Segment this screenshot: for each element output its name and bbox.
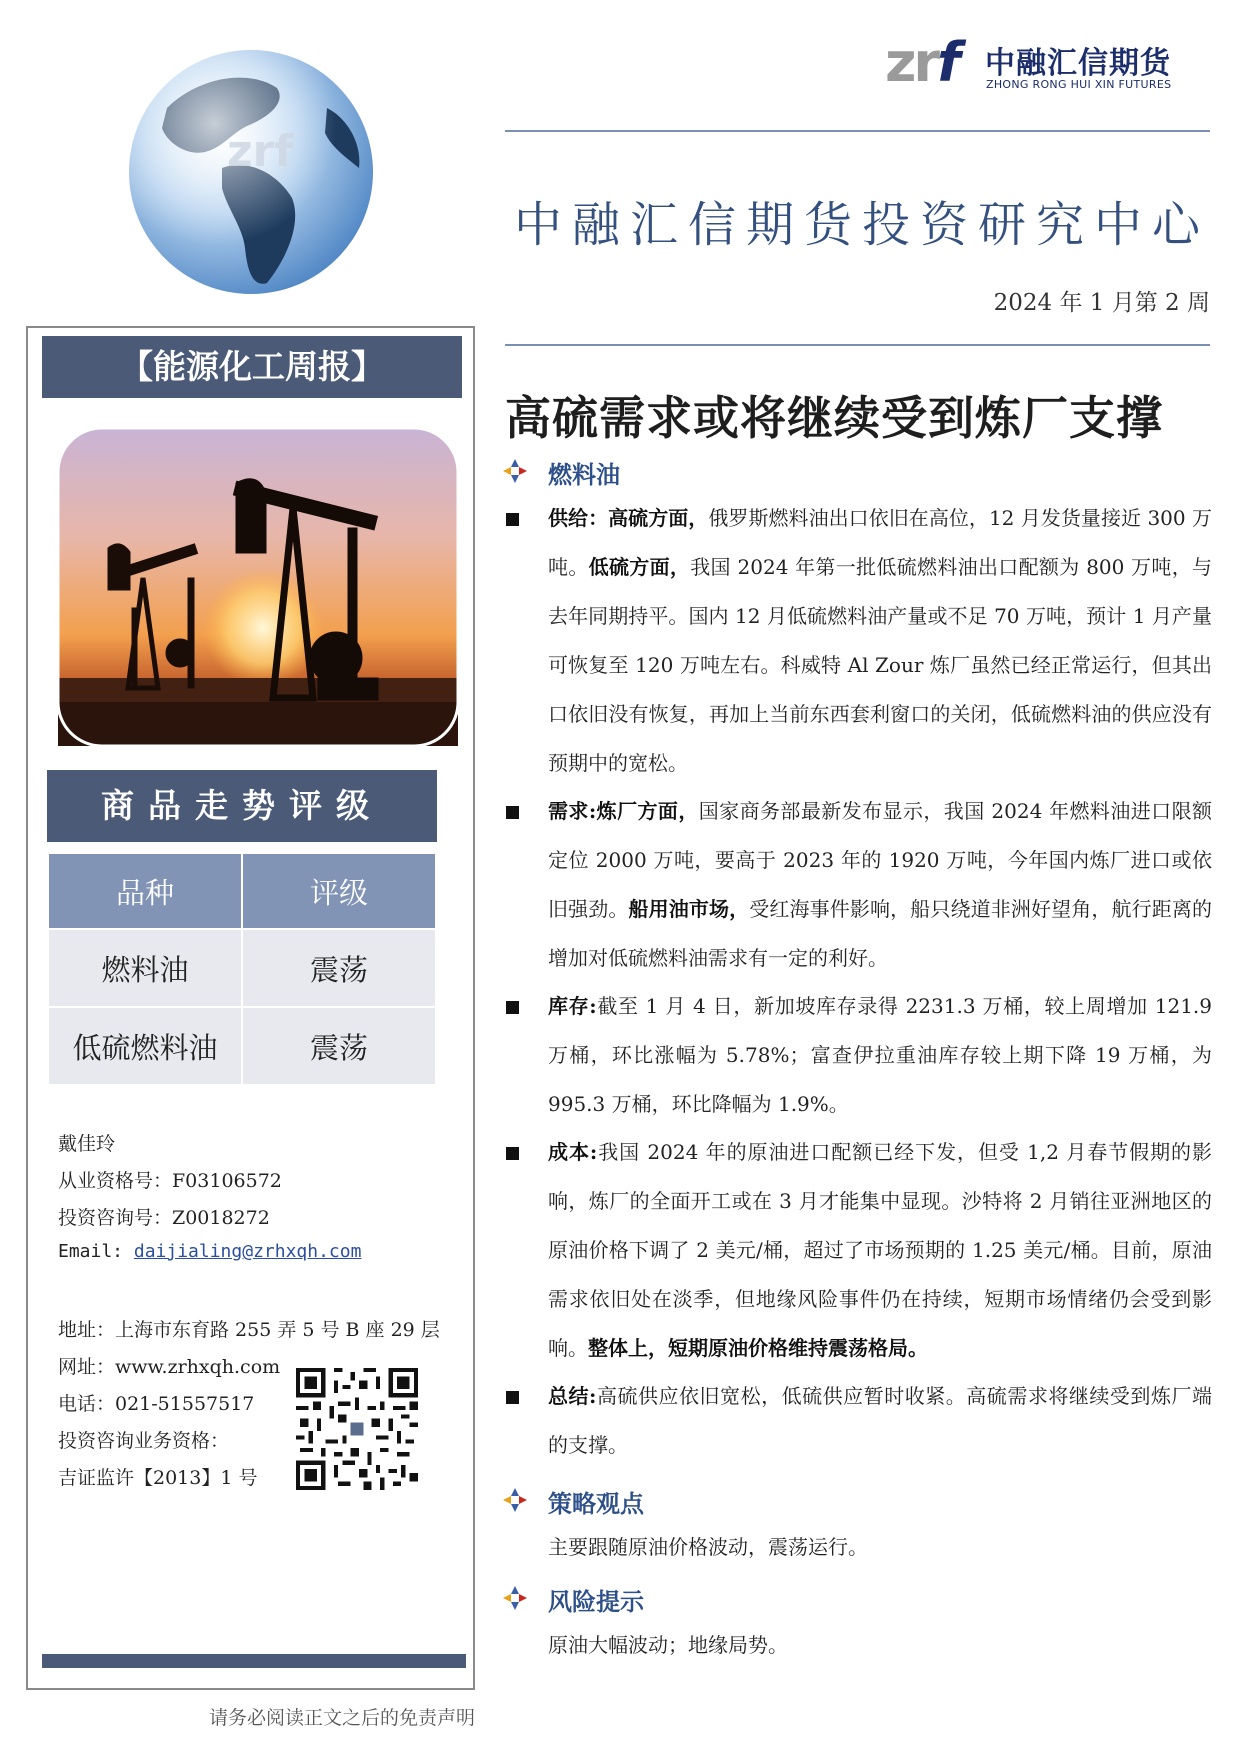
supply-high-label: 高硫方面， (608, 506, 709, 530)
title-divider (505, 344, 1210, 346)
cost-paragraph (548, 1128, 1212, 1373)
section-strategy: 策略观点 (548, 1489, 644, 1518)
report-type-title: 【能源化工周报】 (42, 336, 462, 398)
report-headline: 高硫需求或将继续受到炼厂支撑 (505, 391, 1163, 445)
cost-conclusion: 整体上，短期原油价格维持震荡格局。 (588, 1336, 928, 1360)
cost-label: 成本: (548, 1140, 598, 1164)
address: 地址：上海市东育路 255 弄 5 号 B 座 29 层 (58, 1319, 440, 1341)
section-fuel-oil: 燃料油 (548, 460, 620, 489)
table-row (48, 1007, 436, 1085)
inventory-paragraph (548, 982, 1212, 1129)
analyst-name: 戴佳玲 (58, 1133, 116, 1155)
demand-bunker-text: 受红海事件影响，船只绕道非洲好望角，航行距离的增加对低硫燃料油需求有一定的利好。 (548, 897, 1212, 970)
license-number: 吉证监许【2013】1 号 (58, 1467, 258, 1489)
rating-product: 低硫燃料油 (48, 1007, 242, 1085)
supply-low-label: 低硫方面， (588, 555, 691, 579)
rating-value: 震荡 (242, 929, 436, 1007)
demand-refinery-label: 炼厂方面， (596, 799, 699, 823)
bullet-square-icon (506, 1391, 519, 1404)
qualification-number: 从业资格号：F03106572 (58, 1170, 282, 1192)
logo-company-en: ZHONG RONG HUI XIN FUTURES (986, 78, 1172, 91)
oil-pump-photo (58, 428, 458, 746)
table-row (48, 929, 436, 1007)
section-risk: 风险提示 (548, 1587, 644, 1616)
bullet-square-icon (506, 513, 519, 526)
globe-mark: zrf (227, 126, 294, 177)
supply-high-text: 俄罗斯燃料油出口依旧在高位，12 月发货量接近 300 万吨。 (548, 506, 1213, 579)
logo-mark-blue: f (937, 31, 958, 94)
qr-code (288, 1368, 426, 1490)
supply-paragraph (548, 494, 1212, 788)
header-divider (505, 130, 1210, 132)
email-link[interactable]: daijialing@zrhxqh.com (133, 1241, 362, 1262)
phone: 电话：021-51557517 (58, 1393, 255, 1415)
supply-label: 供给： (548, 506, 609, 530)
email-label: Email: (58, 1241, 134, 1262)
rating-table (47, 852, 437, 1086)
supply-low-text: 我国 2024 年第一批低硫燃料油出口配额为 800 万吨，与去年同期持平。国内 12 月低硫燃料油产量或不足 70 万吨，预计 1 月产量可恢复至 120 万吨左右。科威特 Al Zour 炼厂虽然已经正常运行，但其出口依旧没有恢复，再加上当前东西套利窗口的关闭，低硫燃料油的供应没有预期中的宽松。 (548, 555, 1213, 775)
summary-paragraph (548, 1372, 1212, 1470)
logo-mark-gray: zr (885, 31, 938, 94)
rating-header-row (48, 853, 436, 929)
logo-mark (885, 28, 958, 98)
rating-value: 震荡 (242, 1007, 436, 1085)
research-center-title: 中融汇信期货投资研究中心 (513, 197, 1210, 253)
logo-company-cn: 中融汇信期货 (985, 46, 1171, 81)
rating-title: 商品走势评级 (47, 770, 437, 842)
section-arrow-icon (503, 459, 527, 483)
company-logo (885, 28, 1215, 98)
risk-text: 原油大幅波动；地缘局势。 (548, 1633, 788, 1657)
summary-text: 高硫供应依旧宽松，低硫供应暂时收紧。高硫需求将继续受到炼厂端的支撑。 (548, 1384, 1212, 1457)
bullet-square-icon (506, 806, 519, 819)
demand-label: 需求: (548, 799, 597, 823)
demand-bunker-label: 船用油市场， (628, 897, 750, 921)
inventory-text: 截至 1 月 4 日，新加坡库存录得 2231.3 万桶，较上周增加 121.9 万桶，环比涨幅为 5.78%；富查伊拉重油库存较上期下降 19 万桶，为 995.3 万桶，环比降幅为 1.9%。 (548, 994, 1213, 1116)
disclaimer-note: 请务必阅读正文之后的免责声明 (208, 1707, 475, 1729)
website: 网址：www.zrhxqh.com (58, 1356, 281, 1378)
strategy-text: 主要跟随原油价格波动，震荡运行。 (548, 1535, 868, 1559)
bullet-square-icon (506, 1147, 519, 1160)
rating-product: 燃料油 (48, 929, 242, 1007)
section-arrow-icon (503, 1488, 527, 1512)
email-line (58, 1241, 361, 1262)
demand-paragraph (548, 787, 1212, 983)
license-label: 投资咨询业务资格： (58, 1430, 230, 1452)
issue-date: 2024 年 1 月第 2 周 (993, 290, 1210, 316)
demand-refinery-text: 国家商务部最新发布显示，我国 2024 年燃料油进口限额定位 2000 万吨，要高于 2023 年的 1920 万吨，今年国内炼厂进口或依旧强劲。 (548, 799, 1212, 921)
consult-number: 投资咨询号：Z0018272 (58, 1207, 270, 1229)
inventory-label: 库存: (548, 994, 597, 1018)
rating-header-rating: 评级 (242, 853, 436, 929)
summary-label: 总结: (548, 1384, 597, 1408)
bullet-square-icon (506, 1001, 519, 1014)
globe-icon (127, 48, 375, 296)
sidebar-footer-bar (42, 1654, 466, 1668)
cost-text: 我国 2024 年的原油进口配额已经下发，但受 1,2 月春节假期的影响，炼厂的全面开工或在 3 月才能集中显现。沙特将 2 月销往亚洲地区的原油价格下调了 2 美元/桶，超过了市场预期的 1.25 美元/桶。目前，原油需求依旧处在淡季，但地缘风险事件仍在持续，短期市场情绪仍会受到影响。 (548, 1140, 1212, 1360)
section-arrow-icon (503, 1586, 527, 1610)
rating-header-product: 品种 (48, 853, 242, 929)
